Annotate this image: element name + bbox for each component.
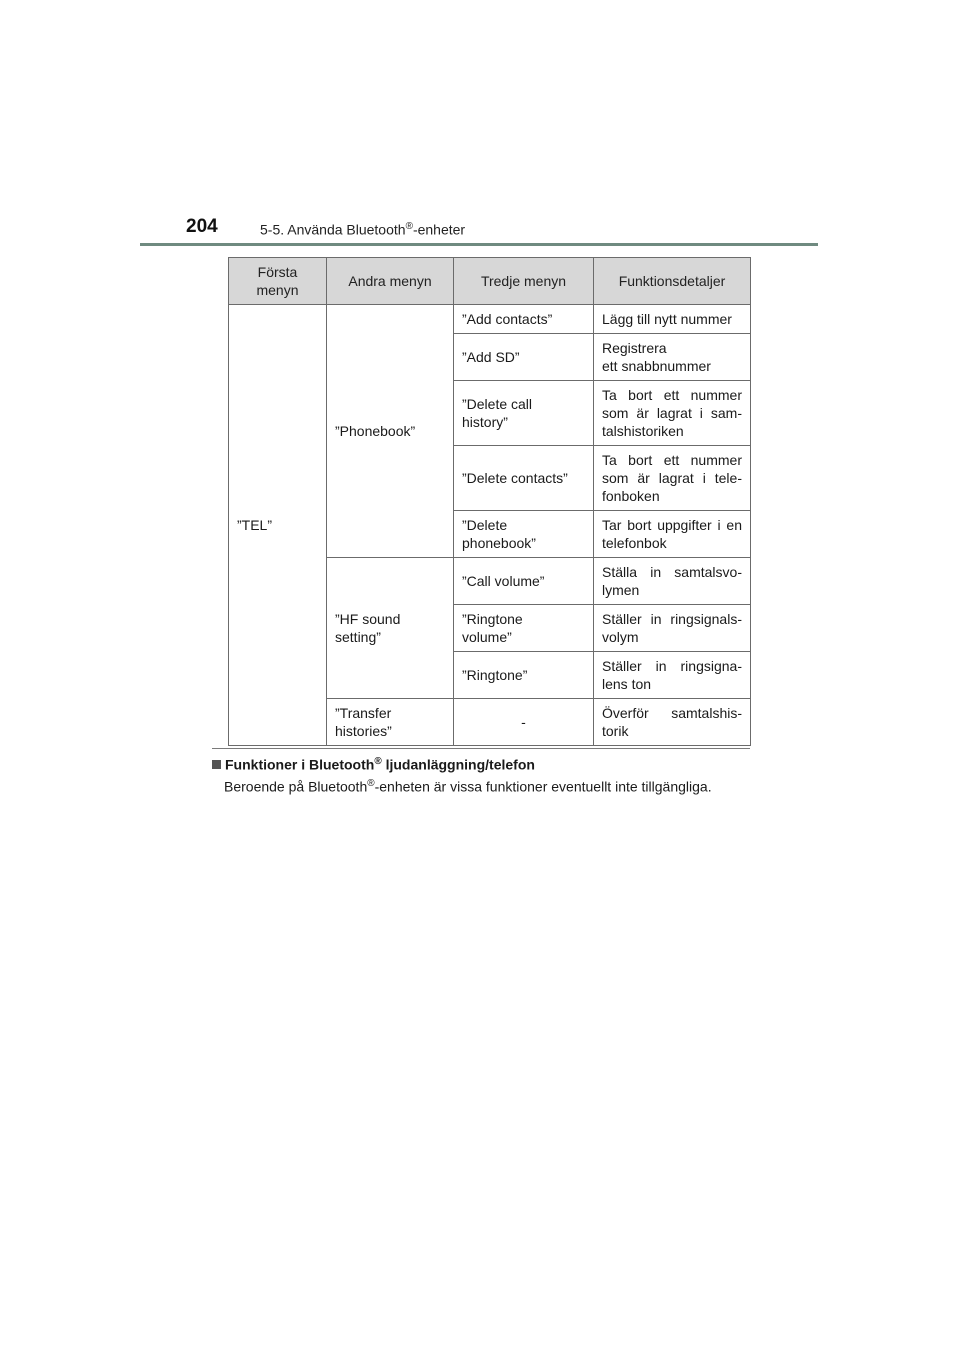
third-menu-cell: ”Delete phonebook”	[454, 511, 594, 558]
detail-cell: Registrera ett snabbnummer	[594, 334, 751, 381]
detail-cell: Tar bort uppgifter i en telefonbok	[594, 511, 751, 558]
second-menu-transfer: ”Transfer histories”	[327, 699, 454, 746]
third-menu-cell: ”Add SD”	[454, 334, 594, 381]
menu-table	[228, 257, 751, 746]
note-text: Beroende på Bluetooth®-enheten är vissa funktioner eventuellt inte tillgängliga.	[224, 778, 712, 795]
second-menu-hf-sound: ”HF sound setting”	[327, 558, 454, 699]
detail-cell: Ställer in ringsigna-lens ton	[594, 652, 751, 699]
square-bullet-icon	[212, 760, 221, 769]
header-rule	[140, 243, 818, 246]
table-row	[229, 305, 751, 334]
col-header-first-menu: Första menyn	[229, 258, 327, 305]
detail-cell: Överför samtalshis-torik	[594, 699, 751, 746]
detail-cell: Ta bort ett nummer som är lagrat i sam-talshistoriken	[594, 381, 751, 446]
note-heading: Funktioner i Bluetooth® ljudanläggning/telefon	[212, 756, 535, 773]
col-header-function-details: Funktionsdetaljer	[594, 258, 751, 305]
page-number: 204	[186, 216, 218, 237]
table-header-row	[229, 258, 751, 305]
detail-cell: Ställer in ringsignals-volym	[594, 605, 751, 652]
col-header-second-menu: Andra menyn	[327, 258, 454, 305]
detail-cell: Lägg till nytt nummer	[594, 305, 751, 334]
third-menu-cell: ”Delete contacts”	[454, 446, 594, 511]
col-header-third-menu: Tredje menyn	[454, 258, 594, 305]
third-menu-cell: ”Add contacts”	[454, 305, 594, 334]
page-header	[140, 214, 818, 254]
detail-cell: Ta bort ett nummer som är lagrat i tele-fonboken	[594, 446, 751, 511]
section-title: 5-5. Använda Bluetooth®-enheter	[260, 221, 466, 238]
third-menu-cell: ”Ringtone”	[454, 652, 594, 699]
third-menu-cell: ”Ringtone volume”	[454, 605, 594, 652]
second-menu-phonebook: ”Phonebook”	[327, 305, 454, 558]
first-menu-tel: ”TEL”	[229, 305, 327, 746]
third-menu-cell: ”Call volume”	[454, 558, 594, 605]
section-divider	[212, 748, 750, 749]
third-menu-cell: ”Delete call history”	[454, 381, 594, 446]
detail-cell: Ställa in samtalsvo-lymen	[594, 558, 751, 605]
third-menu-cell: -	[454, 699, 594, 746]
